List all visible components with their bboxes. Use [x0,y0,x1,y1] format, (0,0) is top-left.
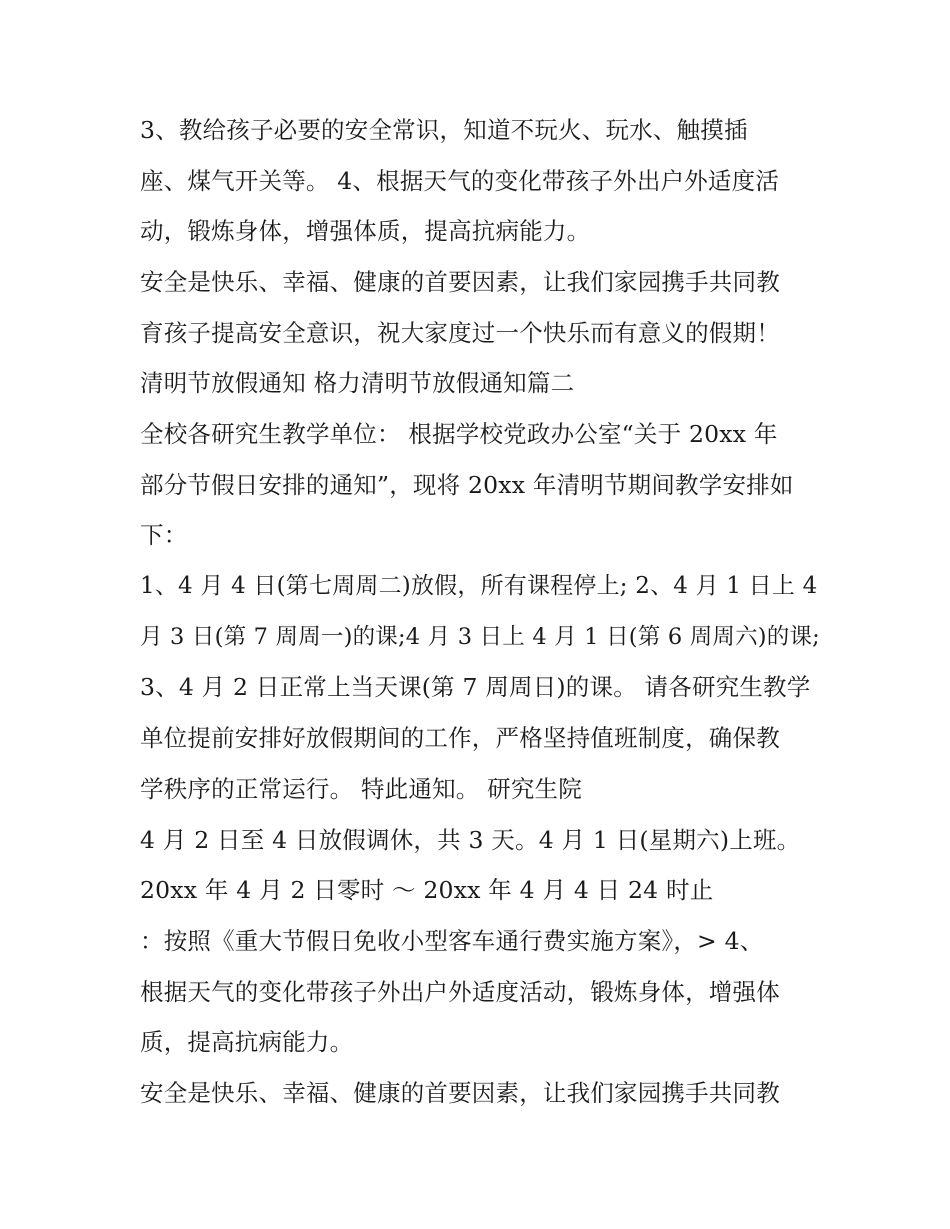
text-line-2: 座、煤气开关等。 4、根据天气的变化带孩子外出户外适度活 [140,167,780,195]
text-line-6: 清明节放假通知 格力清明节放假通知篇二 [140,369,575,397]
text-line-4: 安全是快乐、幸福、健康的首要因素，让我们家园携手共同教 [140,268,780,296]
text-line-7: 全校各研究生教学单位： 根据学校党政办公室“关于 20xx 年 [140,420,778,448]
text-line-20: 安全是快乐、幸福、健康的首要因素，让我们家园携手共同教 [140,1079,780,1107]
text-line-9: 下： [140,521,188,549]
text-line-3: 动，锻炼身体，增强体质，提高抗病能力。 [140,217,591,245]
text-line-16: 20xx 年 4 月 2 日零时 ～ 20xx 年 4 月 4 日 24 时止 [140,876,714,904]
text-line-17: ：按照《重大节假日免收小型客车通行费实施方案》，> 4、 [140,927,764,955]
text-line-5: 育孩子提高安全意识，祝大家度过一个快乐而有意义的假期！ [140,319,780,347]
text-line-1: 3、教给孩子必要的安全常识，知道不玩火、玩水、触摸插 [140,116,748,144]
text-line-19: 质，提高抗病能力。 [140,1028,354,1056]
text-line-11: 月 3 日(第 7 周周一)的课;4 月 3 日上 4 月 1 日(第 6 周周六)的课; [140,624,820,650]
text-line-8: 部分节假日安排的通知”，现将 20xx 年清明节期间教学安排如 [140,471,794,499]
text-line-12: 3、4 月 2 日正常上当天课(第 7 周周日)的课。 请各研究生教学 [140,673,811,701]
text-line-18: 根据天气的变化带孩子外出户外适度活动，锻炼身体，增强体 [140,978,780,1006]
text-line-10: 1、4 月 4 日(第七周周二)放假，所有课程停上; 2、4 月 1 日上 4 [140,573,818,599]
text-line-13: 单位提前安排好放假期间的工作，严格坚持值班制度，确保教 [140,724,780,752]
text-line-14: 学秩序的正常运行。 特此通知。 研究生院 [140,775,582,803]
text-line-15: 4 月 2 日至 4 日放假调休，共 3 天。4 月 1 日(星期六)上班。 [140,826,801,854]
